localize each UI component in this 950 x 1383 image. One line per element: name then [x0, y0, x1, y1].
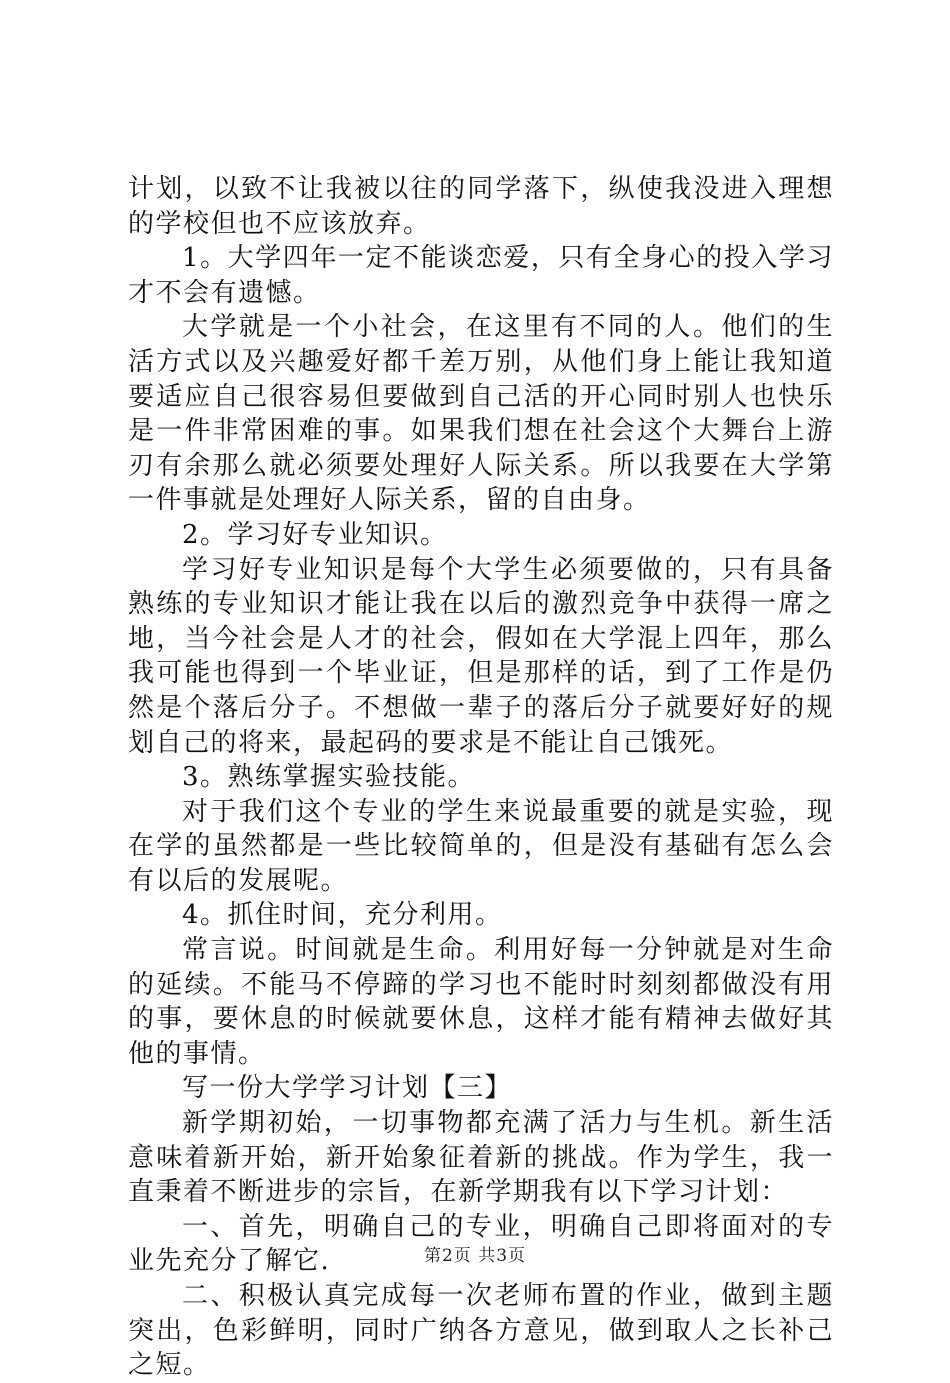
- document-body: [128, 172, 834, 1383]
- paragraph-relationships: 大学就是一个小社会，在这里有不同的人。他们的生活方式以及兴趣爱好都千差万别，从他们身上能让我知道要适应自己很容易但要做到自己活的开心同时别人也快乐是一件非常困难的事。如果我们想在社会这个大舞台上游刃有余那么就必须要处理好人际关系。所以我要在大学第一件事就是处理好人际关系，留的自由身。: [128, 312, 834, 516]
- paragraph-item-1-heading: 1。大学四年一定不能谈恋爱，只有全身心的投入学习才不会有遗憾。: [128, 243, 834, 308]
- page-footer: 第2页 共3页: [423, 1246, 527, 1266]
- section-heading-three: 写一份大学学习计划【三】: [182, 1073, 513, 1104]
- paragraph-plan-two: 二、积极认真完成每一次老师布置的作业，做到主题突出，色彩鲜明，同时广纳各方意见，做到取人之长补己之短。: [128, 1281, 834, 1381]
- paragraph-professional-knowledge: 学习好专业知识是每个大学生必须要做的，只有具备熟练的专业知识才能让我在以后的激烈竞争中获得一席之地，当今社会是人才的社会，假如在大学混上四年，那么我可能也得到一个毕业证，但是那样的话，到了工作是仍然是个落后分子。不想做一辈子的落后分子就要好好的规划自己的将来，最起码的要求是不能让自己饿死。: [128, 554, 834, 758]
- paragraph-experiments: 对于我们这个专业的学生来说最重要的就是实验，现在学的虽然都是一些比较简单的，但是没有基础有怎么会有以后的发展呢。: [128, 796, 834, 896]
- paragraph-time: 常言说。时间就是生命。利用好每一分钟就是对生命的延续。不能马不停蹄的学习也不能时时刻刻都做没有用的事，要休息的时候就要休息，这样才能有精神去做好其他的事情。: [128, 935, 834, 1069]
- paragraph-new-semester: 新学期初始，一切事物都充满了活力与生机。新生活意味着新开始，新开始象征着新的挑战。作为学生，我一直秉着不断进步的宗旨，在新学期我有以下学习计划：: [128, 1108, 834, 1208]
- paragraph-item-2-heading: 2。学习好专业知识。: [182, 519, 448, 550]
- paragraph-plan-one: 一、首先，明确自己的专业，明确自己即将面对的专业先充分了解它.: [128, 1211, 834, 1277]
- paragraph-item-4-heading: 4。抓住时间，充分利用。: [182, 900, 503, 931]
- paragraph-continuation: 计划，以致不让我被以往的同学落下，纵使我没进入理想的学校但也不应该放弃。: [128, 174, 834, 239]
- paragraph-item-3-heading: 3。熟练掌握实验技能。: [182, 762, 476, 793]
